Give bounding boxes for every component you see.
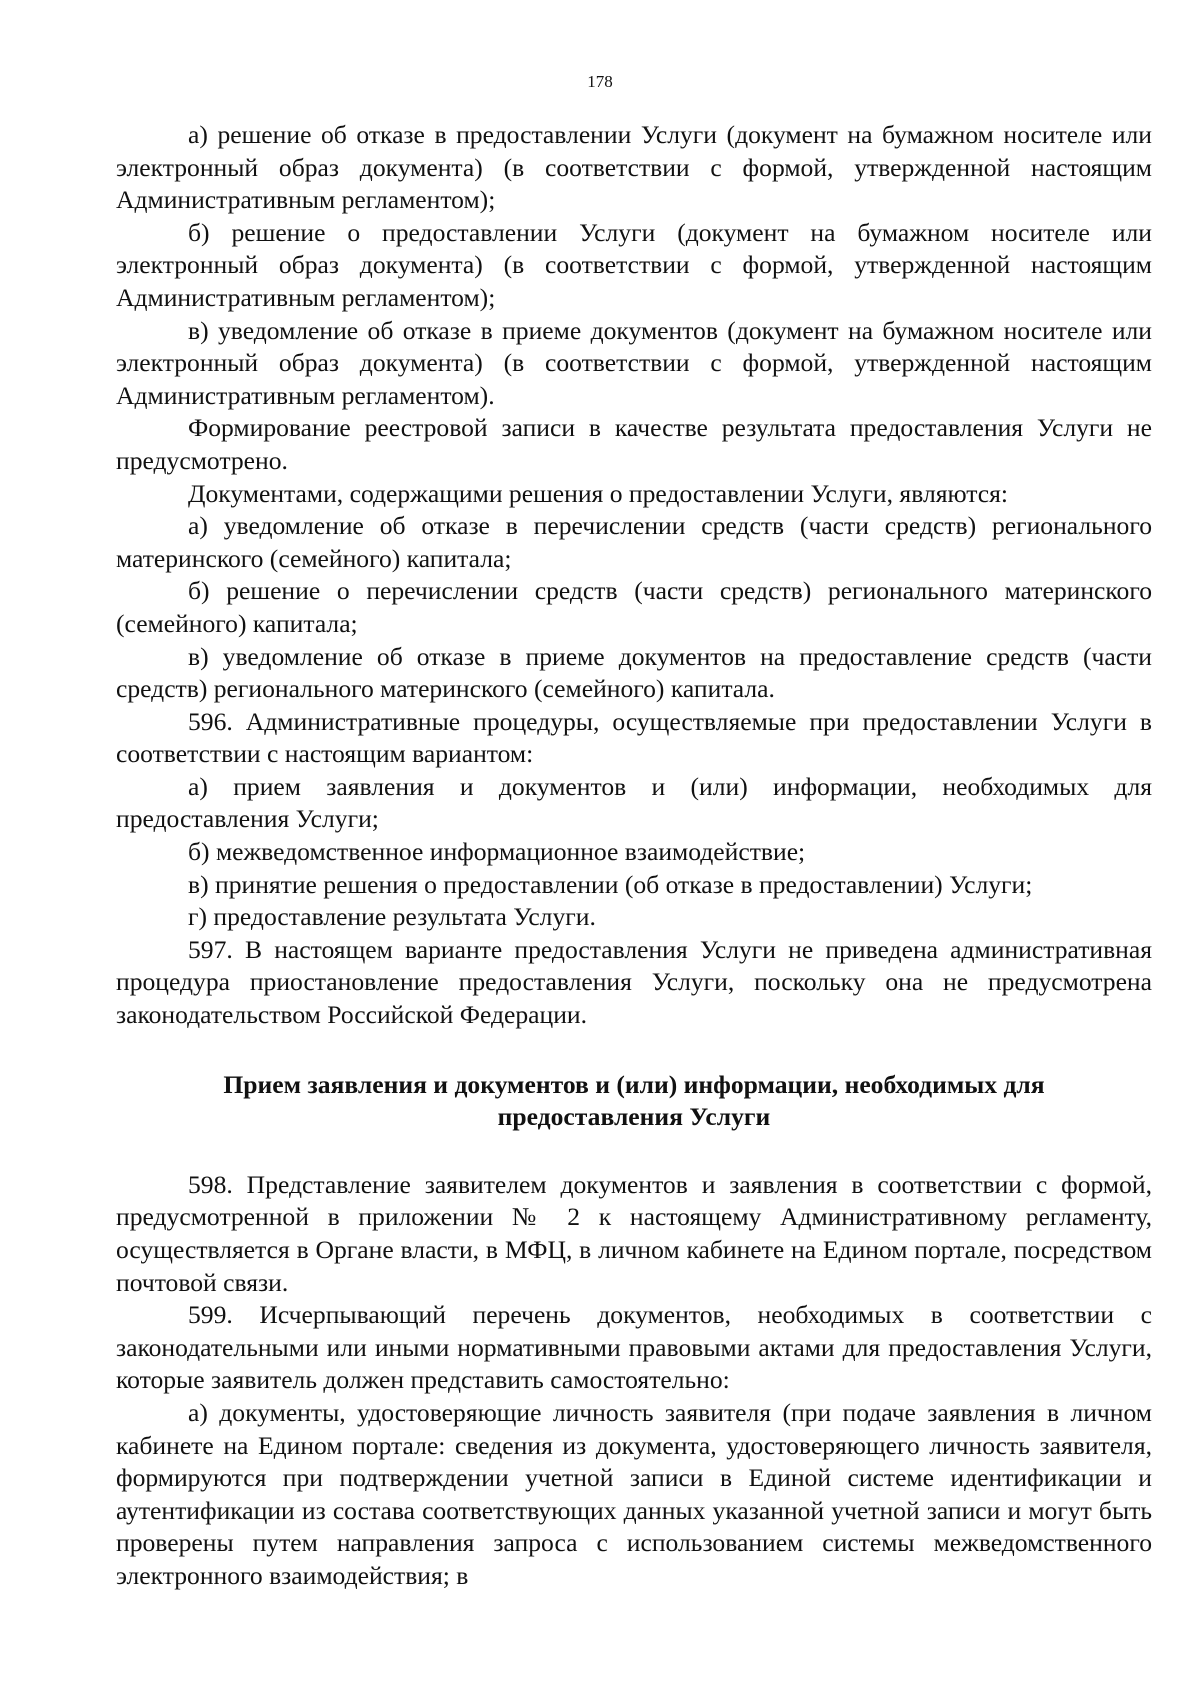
paragraph-procedure-b: б) межведомственное информационное взаимодействие; [188, 837, 806, 867]
paragraph-599: 599. Исчерпывающий перечень документов, необходимых в соответствии с законодательными или иными нормативными правовыми актами для предоставления Услуги, которые заявитель должен представить самостоятельно: [116, 1300, 1152, 1395]
paragraph-597: 597. В настоящем варианте предоставления Услуги не приведена административная процедура приостановление предоставления Услуги, поскольку она не предусмотрена законодательством Российской Федерации. [116, 934, 1152, 1030]
section-heading [116, 1069, 1152, 1134]
page-number: 178 [587, 72, 613, 91]
paragraph-598: 598. Представление заявителем документов и заявления в соответствии с формой, предусмотренной в приложении № 2 к настоящему Административному регламенту, осуществляется в Органе власти, в МФЦ, в личном кабинете на Едином портале, посредством почтовой связи. [116, 1169, 1152, 1297]
paragraph-decision-documents: Документами, содержащими решения о предоставлении Услуги, являются: [188, 478, 1009, 508]
paragraph-procedure-c: в) принятие решения о предоставлении (об отказе в предоставлении) Услуги; [188, 869, 1033, 899]
paragraph-decision-a: а) уведомление об отказе в перечислении средств (части средств) регионального материнского (семейного) капитала; [116, 511, 1152, 573]
paragraph-result-a: а) решение об отказе в предоставлении Услуги (документ на бумажном носителе или электронный образ документа) (в соответствии с формой, утвержденной настоящим Административным регламентом); [116, 120, 1152, 215]
paragraph-599-a: а) документы, удостоверяющие личность заявителя (при подаче заявления в личном кабинете на Едином портале: сведения из документа, удостоверяющего личность заявителя, формируются при подтверждении учетной записи в Единой системе идентификации и аутентификации из состава соответствующих данных указанной учетной записи и могут быть проверены путем направления запроса с использованием системы межведомственного электронного взаимодействия; в [116, 1397, 1152, 1590]
paragraph-decision-b: б) решение о перечислении средств (части средств) регионального материнского (семейного) капитала; [116, 576, 1152, 638]
paragraph-procedure-d: г) предоставление результата Услуги. [188, 902, 596, 932]
section-heading-line-2: предоставления Услуги [497, 1102, 771, 1132]
document-body [116, 119, 1152, 1593]
paragraph-result-c: в) уведомление об отказе в приеме документов (документ на бумажном носителе или электронный образ документа) (в соответствии с формой, утвержденной настоящим Административным регламентом). [116, 315, 1152, 410]
paragraph-procedure-a: а) прием заявления и документов и (или) информации, необходимых для предоставления Услуги; [116, 771, 1152, 834]
paragraph-registry-record: Формирование реестровой записи в качестве результата предоставления Услуги не предусмотрено. [116, 413, 1152, 475]
paragraph-result-b: б) решение о предоставлении Услуги (документ на бумажном носителе или электронный образ документа) (в соответствии с формой, утвержденной настоящим Административным регламентом); [116, 217, 1152, 312]
paragraph-decision-c: в) уведомление об отказе в приеме документов на предоставление средств (части средств) регионального материнского (семейного) капитала. [116, 641, 1152, 704]
section-heading-line-1: Прием заявления и документов и (или) информации, необходимых для [223, 1069, 1045, 1099]
paragraph-596: 596. Административные процедуры, осуществляемые при предоставлении Услуги в соответствии с настоящим вариантом: [116, 706, 1152, 769]
